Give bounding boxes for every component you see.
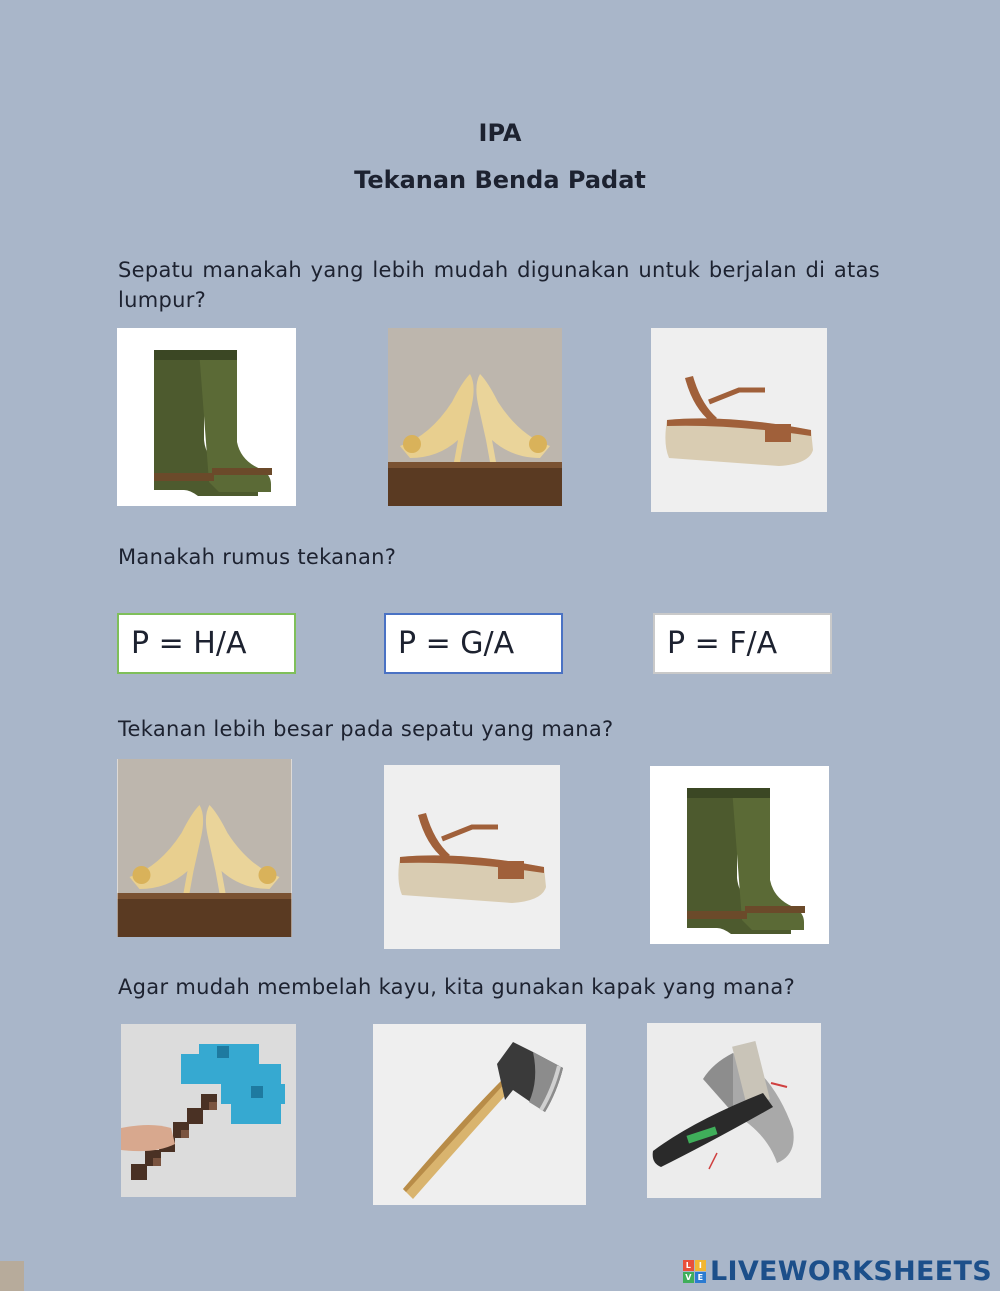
logo-letter: I (695, 1260, 706, 1271)
liveworksheets-logo (683, 1256, 992, 1287)
option-pixel-axe[interactable] (121, 1024, 296, 1197)
formula-option-2[interactable]: P = G/A (384, 613, 563, 674)
logo-letter: V (683, 1272, 694, 1283)
wood-axe-image (373, 1024, 586, 1205)
multitool-axe-image (647, 1023, 821, 1198)
question-1-text: Sepatu manakah yang lebih mudah digunakan untuk berjalan di atas lumpur? (118, 258, 880, 312)
option-high-heels-2[interactable] (117, 759, 292, 937)
question-3-text: Tekanan lebih besar pada sepatu yang mana? (118, 717, 614, 741)
topic-title: Tekanan Benda Padat (354, 166, 646, 194)
wedge-sandal-image (384, 765, 560, 949)
question-2-text: Manakah rumus tekanan? (118, 545, 397, 569)
rubber-boots-image (650, 766, 829, 944)
wedge-sandal-image (651, 328, 827, 512)
formula-option-1[interactable]: P = H/A (117, 613, 296, 674)
option-wedge-sandal-2[interactable] (384, 765, 560, 949)
subject-title: IPA (478, 119, 522, 147)
logo-letter: E (695, 1272, 706, 1283)
option-boots-2[interactable] (650, 766, 829, 944)
pixel-axe-image (121, 1024, 296, 1197)
question-4-text: Agar mudah membelah kayu, kita gunakan kapak yang mana? (118, 975, 796, 999)
high-heels-image (117, 759, 292, 937)
formula-option-3[interactable]: P = F/A (653, 613, 832, 674)
logo-icon (683, 1260, 706, 1283)
page-corner-marker (0, 1261, 24, 1291)
option-multitool-axe[interactable] (647, 1023, 821, 1198)
logo-text: LIVEWORKSHEETS (709, 1256, 992, 1287)
high-heels-image (388, 328, 562, 506)
rubber-boots-image (117, 328, 296, 506)
option-boots[interactable] (117, 328, 296, 506)
option-high-heels[interactable] (388, 328, 562, 506)
logo-letter: L (683, 1260, 694, 1271)
option-wood-axe[interactable] (373, 1024, 586, 1205)
option-wedge-sandal[interactable] (651, 328, 827, 512)
